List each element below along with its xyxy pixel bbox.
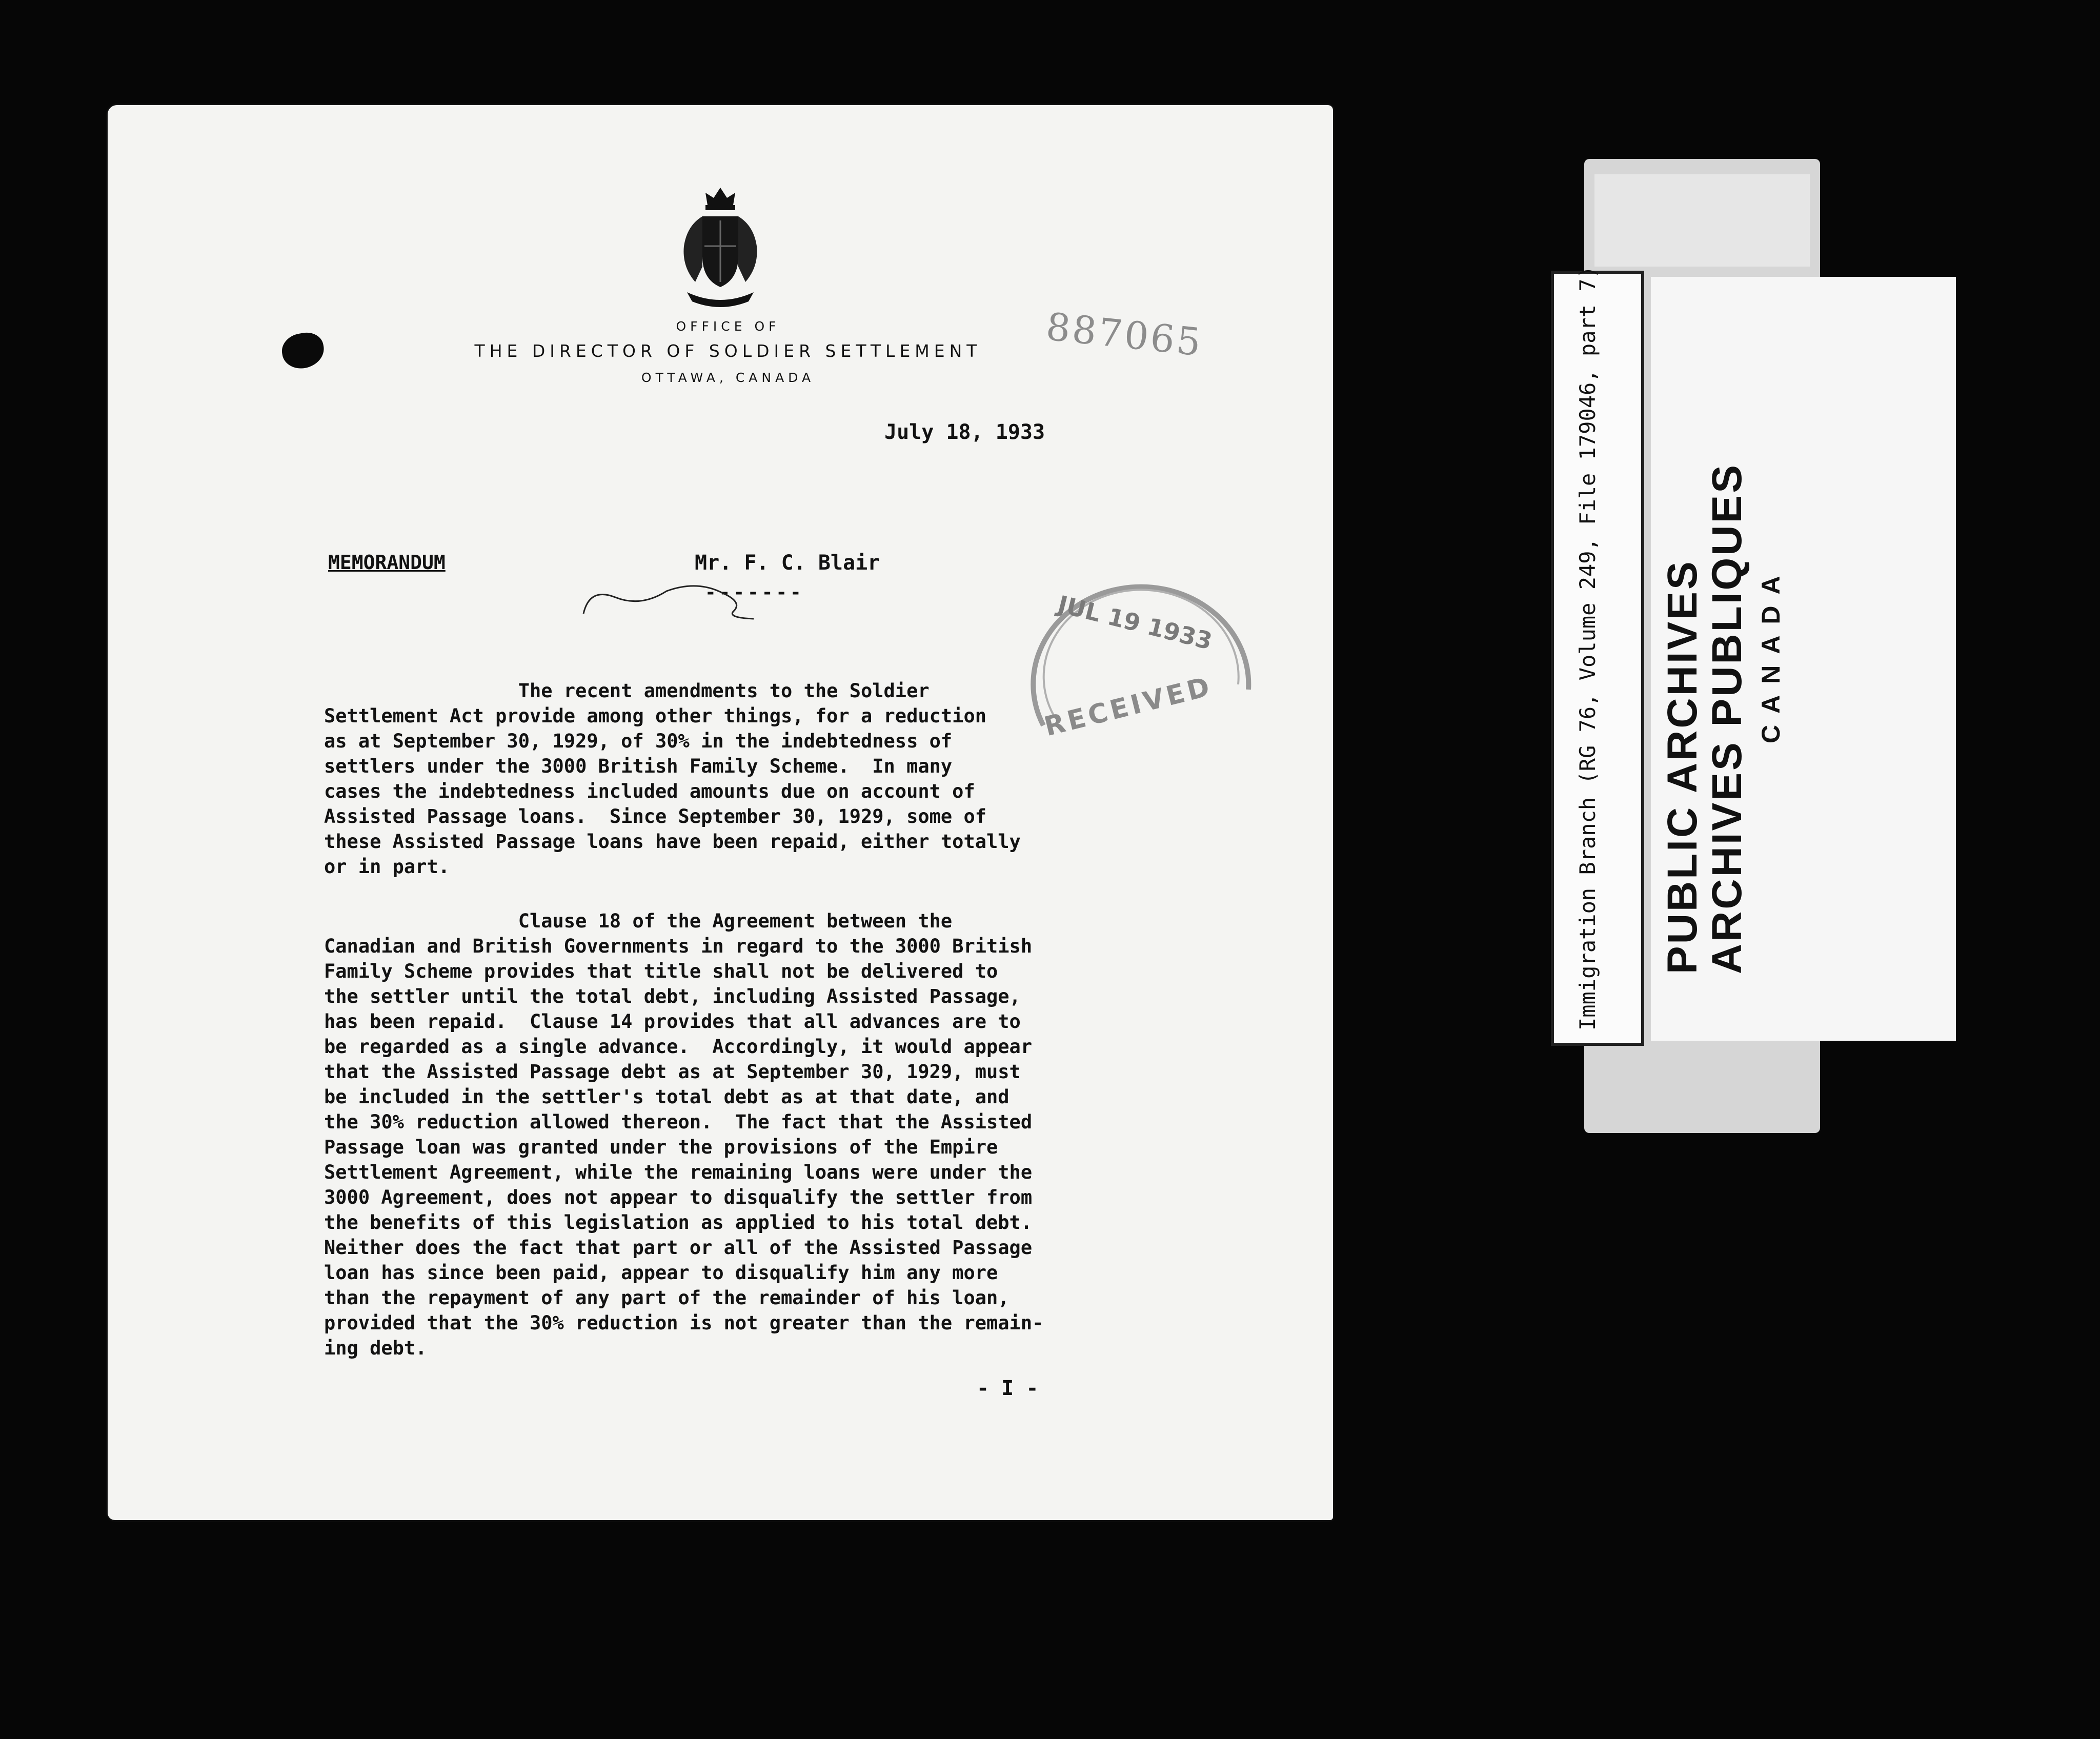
recipient-underline: ------- <box>705 582 804 603</box>
ink-blot <box>279 330 327 371</box>
memo-recipient: Mr. F. C. Blair <box>695 551 880 575</box>
pen-squiggle <box>579 582 779 623</box>
archive-country: CANADA <box>1756 564 1785 743</box>
memo-date: July 18, 1933 <box>884 420 1045 444</box>
archive-card-fold <box>1594 174 1810 267</box>
page-number: - I - <box>977 1377 1039 1400</box>
archive-reference: Immigration Branch (RG 76, Volume 249, File 179046, part 7) <box>1575 266 1600 1030</box>
memo-label: MEMORANDUM <box>328 551 446 574</box>
archive-name-english: PUBLIC ARCHIVES <box>1659 559 1706 974</box>
archive-name-french: ARCHIVES PUBLIQUES <box>1704 463 1750 974</box>
memo-paragraph-2: Clause 18 of the Agreement between the Canadian and British Governments in regard to the 3000 British Family Scheme provides that title shall not be delivered to the settler until the total debt, including Assisted Passage, has been repaid. Clause 14 provides that all advances are to be regarded as a single advance. Accordingly, it would appear that the Assisted Passage debt as at September 30, 1929, must be included in the settler's total debt as at that date, and the 30% reduction allowed thereon. The fact that the Assisted Passage loan was granted under the provisions of the Empire Settlement Agreement, while the remaining loans were under the 3000 Agreement, does not appear to disqualify the settler from the benefits of this legislation as applied to his total debt. Neither does the fact that part or all of the Assisted Passage loan has since been paid, appear to disqualify him any more than the repayment of any part of the remainder of his loan, provided that the 30% reduction is not greater than the remain- ing debt. <box>324 910 1044 1359</box>
letterhead-city: OTTAWA, CANADA <box>641 370 815 385</box>
stamp-word: RECEIVED <box>1041 671 1216 743</box>
handwritten-file-number: 887065 <box>1044 305 1205 365</box>
letterhead-director: THE DIRECTOR OF SOLDIER SETTLEMENT <box>474 341 982 361</box>
memo-paragraph-1: The recent amendments to the Soldier Settlement Act provide among other things, for a reduction as at September 30, 1929, of 30% in the indebtedness of settlers under the 3000 British Family Scheme. In many cases the indebtedness included amounts due on account of Assisted Passage loans. Since September 30, 1929, some of these Assisted Passage loans have been repaid, either totally or in part. <box>324 680 1021 878</box>
coat-of-arms-icon <box>672 185 769 313</box>
letterhead-office: OFFICE OF <box>676 319 780 334</box>
stamp-date: JUL 19 1933 <box>1055 590 1215 655</box>
